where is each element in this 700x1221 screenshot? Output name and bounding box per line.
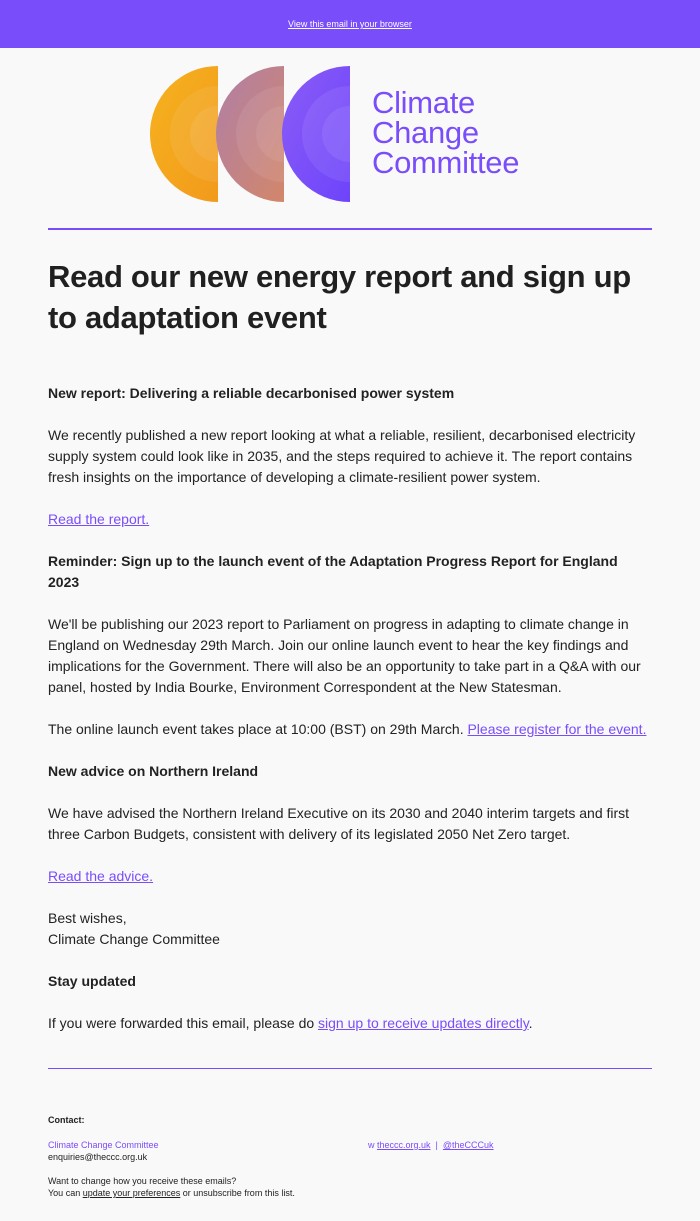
can-text: You can	[48, 1188, 83, 1198]
logo-wordmark	[372, 85, 520, 180]
ccc-logo-mark	[150, 66, 360, 202]
footer-divider	[48, 1068, 652, 1069]
twitter-link[interactable]: @theCCCuk	[442, 1140, 494, 1150]
stay-updated-heading: Stay updated	[48, 973, 136, 989]
section2-body: We'll be publishing our 2023 report to Parliament on progress in adapting to climate change in England on Wednesday 29th March. Join our online launch event to hear the key findings and implications for the Government. There will also be an opportunity to take part in a Q&A with our panel, hosted by India Bourke, Environment Correspondent at the New Statesman.	[48, 616, 641, 695]
change-line	[48, 1187, 652, 1199]
event-text: The online launch event takes place at 10:00 (BST) on 29th March.	[48, 721, 468, 737]
read-report-link[interactable]: Read the report.	[48, 511, 150, 527]
section1-body: We recently published a new report looking at what a reliable, resilient, decarbonised electricity supply system could look like in 2035, and the steps required to achieve it. The report contains fresh insights on the importance of developing a climate-resilient power system.	[48, 427, 636, 485]
email-body	[48, 256, 652, 1055]
ccc-logo	[150, 66, 560, 202]
sign-up-link[interactable]: sign up to receive updates directly	[318, 1015, 529, 1031]
view-in-browser-link[interactable]: View this email in your browser	[288, 19, 412, 29]
update-preferences-link[interactable]: update your preferences	[82, 1188, 181, 1198]
signoff	[48, 908, 652, 950]
signoff-line-1: Best wishes,	[48, 910, 127, 926]
section2-event-para	[48, 719, 652, 740]
footer	[48, 1114, 652, 1199]
logo-line-3: Committee	[372, 145, 520, 180]
logo-line-2: Change	[372, 115, 479, 150]
section3-heading: New advice on Northern Ireland	[48, 763, 259, 779]
unsubscribe-text: or unsubscribe from this list.	[180, 1188, 295, 1198]
contact-label: Contact:	[48, 1115, 85, 1125]
section3-link-para	[48, 866, 652, 887]
section1-heading: New report: Delivering a reliable decarbonised power system	[48, 385, 455, 401]
section1-link-para	[48, 509, 652, 530]
contact-row	[48, 1139, 652, 1163]
footer-org-name: Climate Change Committee	[48, 1140, 159, 1150]
section2-heading: Reminder: Sign up to the launch event of the Adaptation Progress Report for England 2023	[48, 553, 618, 590]
contact-left	[48, 1139, 368, 1163]
stay-updated-para	[48, 1013, 652, 1034]
change-preferences	[48, 1175, 652, 1199]
register-event-link[interactable]: Please register for the event.	[467, 721, 647, 737]
stay-updated-text: If you were forwarded this email, please do	[48, 1015, 319, 1031]
read-advice-link[interactable]: Read the advice.	[48, 868, 154, 884]
section3-body: We have advised the Northern Ireland Executive on its 2030 and 2040 interim targets and first three Carbon Budgets, consistent with delivery of its legislated 2050 Net Zero target.	[48, 805, 630, 842]
stay-updated-end: .	[528, 1015, 533, 1031]
footer-separator: |	[435, 1140, 438, 1150]
contact-right	[368, 1139, 652, 1163]
logo-line-1: Climate	[372, 85, 475, 120]
signoff-line-2: Climate Change Committee	[48, 931, 220, 947]
top-banner	[0, 0, 700, 48]
web-prefix: w	[368, 1140, 377, 1150]
footer-email: enquiries@theccc.org.uk	[48, 1152, 148, 1162]
email-title: Read our new energy report and sign up to adaptation event	[48, 259, 631, 335]
header-divider	[48, 228, 652, 230]
website-link[interactable]: theccc.org.uk	[377, 1140, 431, 1150]
change-question: Want to change how you receive these emails?	[48, 1176, 237, 1186]
